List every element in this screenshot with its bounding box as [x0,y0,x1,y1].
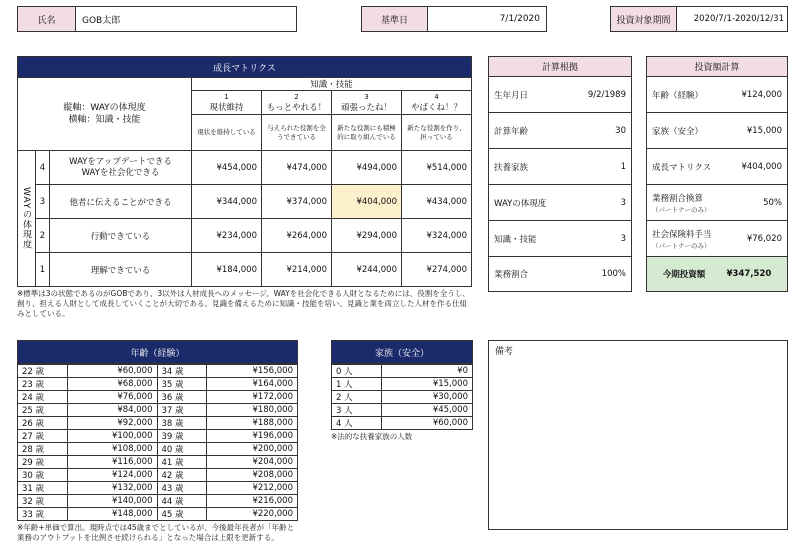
name-field [17,6,297,32]
age-cell: 39 歳 [157,430,207,443]
investment-label-group [652,192,711,214]
calc-basis-label: 生年月日 [494,90,529,101]
age-cell: 26 歳 [18,417,68,430]
axis-text-vertical: 縦軸：WAYの体現度 [63,103,146,113]
matrix-cell: ¥184,000 [192,253,262,287]
col-desc-3: 新たな役割にも積極的に取り組んでいる [332,115,402,151]
calc-basis-item [489,221,631,257]
matrix-cell: ¥514,000 [402,151,472,185]
col-title: やばくね！？ [410,102,462,113]
investment-label: 成長マトリクス [652,162,712,173]
investment-sublabel: （パートナーのみ） [652,241,711,250]
col-desc-1: 現状を維持している [192,115,262,151]
matrix-cell: ¥434,000 [402,185,472,219]
calc-basis-value: 3 [620,197,626,208]
calc-basis-item [489,149,631,185]
investment-item [647,77,787,113]
investment-total-value: ¥347,520 [726,269,772,279]
investment-label: 家族（安全） [652,126,704,137]
family-amount-cell: ¥0 [381,365,472,378]
col-header-1 [192,91,262,115]
calc-basis-item [489,257,631,291]
matrix-cell: ¥494,000 [332,151,402,185]
family-count-cell: 3 人 [332,404,382,417]
age-table-row [18,391,298,404]
calc-basis-label: WAYの体現度 [494,198,547,209]
age-table-row [18,378,298,391]
family-amount-cell: ¥45,000 [381,404,472,417]
row-label-2: 行動できている [50,219,192,253]
age-table-rows [17,364,298,521]
row-num-3: 3 [36,185,50,219]
family-amount-cell: ¥30,000 [381,391,472,404]
age-table-block [17,340,298,543]
growth-matrix-table [17,56,472,287]
calc-basis-title: 計算根拠 [489,57,631,77]
investment-item [647,185,787,221]
family-table-row [332,417,473,430]
age-cell: 28 歳 [18,443,68,456]
age-amount-cell: ¥132,000 [67,482,157,495]
age-table-row [18,508,298,521]
age-amount-cell: ¥116,000 [67,456,157,469]
age-table-row [18,482,298,495]
row-num-1: 1 [36,253,50,287]
matrix-cell: ¥344,000 [192,185,262,219]
age-amount-cell: ¥100,000 [67,430,157,443]
col-num: 4 [434,92,439,101]
way-vertical-text: WAYの体現度 [21,187,31,250]
age-cell: 25 歳 [18,404,68,417]
age-table-row [18,365,298,378]
row-num-4: 4 [36,151,50,185]
age-cell: 29 歳 [18,456,68,469]
investment-label: 年齢（経験） [652,90,704,101]
calc-basis-value: 9/2/1989 [587,89,626,100]
matrix-cell: ¥264,000 [262,219,332,253]
matrix-note: ※標準は3の状態であるのがGOBであり、3以外は人材成長へのメッセージ。WAYを社会化できる人財となるためには、役割を全うし、創り、担える人財として成長していくことが大切である。見識を備えるために知識・技能を培い、見識と業を両立した人材を作る仕組みとしている。 [17,289,470,318]
matrix-cell: ¥294,000 [332,219,402,253]
calc-basis-value: 3 [620,233,626,244]
col-title: 現状維持 [209,102,244,113]
matrix-cell: ¥374,000 [262,185,332,219]
row-label-3: 他者に伝えることができる [50,185,192,219]
age-cell: 33 歳 [18,508,68,521]
age-cell: 23 歳 [18,378,68,391]
age-cell: 43 歳 [157,482,207,495]
investment-title: 投資額計算 [647,57,787,77]
age-amount-cell: ¥76,000 [67,391,157,404]
family-table-block [331,340,473,442]
calc-basis-item [489,113,631,149]
remarks-box[interactable] [488,340,788,530]
age-cell: 42 歳 [157,469,207,482]
family-table-row [332,404,473,417]
family-table-title: 家族（安全） [332,341,473,364]
age-amount-cell: ¥196,000 [207,430,298,443]
family-count-cell: 2 人 [332,391,382,404]
age-amount-cell: ¥164,000 [207,378,298,391]
age-amount-cell: ¥140,000 [67,495,157,508]
col-header-4 [402,91,472,115]
calc-basis-label: 業務割合 [494,270,529,280]
family-count-cell: 0 人 [332,365,382,378]
age-amount-cell: ¥84,000 [67,404,157,417]
calc-basis-label: 扶養家族 [494,162,529,173]
base-date-value[interactable]: 7/1/2020 [499,14,540,24]
matrix-cell: ¥274,000 [402,253,472,287]
age-table-row [18,456,298,469]
remarks-label: 備考 [495,347,514,357]
col-title: もっとやれる！ [266,102,327,113]
family-table-row [332,365,473,378]
investment-value: ¥76,020 [746,233,782,244]
row-num-2: 2 [36,219,50,253]
age-cell: 38 歳 [157,417,207,430]
row-label-1: 理解できている [50,253,192,287]
age-cell: 36 歳 [157,391,207,404]
col-num: 3 [364,92,369,101]
age-table-note: ※年齢+単価で算出。現時点では45歳までとしているが、今後最年長者が「年齢と業務のアウトプットを比例させ続けられる」となった場合は上限を更新する。 [17,523,295,542]
age-table-title: 年齢（経験） [18,341,298,364]
col-desc-2: 与えられた役割を全うできている [262,115,332,151]
calc-basis-item [489,77,631,113]
age-cell: 27 歳 [18,430,68,443]
age-cell: 45 歳 [157,508,207,521]
age-cell: 44 歳 [157,495,207,508]
col-num: 1 [224,92,229,101]
age-amount-cell: ¥216,000 [207,495,298,508]
family-count-cell: 1 人 [332,378,382,391]
age-amount-cell: ¥188,000 [207,417,298,430]
name-value[interactable]: GOB太郎 [82,15,121,26]
age-cell: 22 歳 [18,365,68,378]
age-amount-cell: ¥60,000 [67,365,157,378]
age-table-row [18,443,298,456]
investment-sublabel: （パートナーのみ） [652,205,711,214]
family-amount-cell: ¥60,000 [381,417,472,430]
way-vertical-label [18,151,36,287]
age-table-row [18,430,298,443]
age-cell: 30 歳 [18,469,68,482]
matrix-title: 成長マトリクス [18,57,472,78]
family-table [331,340,473,364]
family-table-note: ※法的な扶養家族の人数 [331,432,413,441]
col-desc-4: 新たな役割を作り、担っている [402,115,472,151]
calc-basis-value: 1 [620,161,626,172]
age-cell: 35 歳 [157,378,207,391]
investment-label: 業務割合換算 [652,193,704,204]
period-label: 投資対象期間 [611,7,677,31]
calc-basis-label: 知識・技能 [494,234,537,245]
investment-item [647,149,787,185]
age-cell: 31 歳 [18,482,68,495]
investment-item [647,113,787,149]
base-date-label: 基準日 [362,7,428,31]
age-amount-cell: ¥200,000 [207,443,298,456]
matrix-cell: ¥214,000 [262,253,332,287]
family-table-row [332,378,473,391]
age-amount-cell: ¥204,000 [207,456,298,469]
age-table-row [18,404,298,417]
investment-panel [646,56,788,292]
col-header-2 [262,91,332,115]
age-amount-cell: ¥208,000 [207,469,298,482]
calc-basis-panel [488,56,632,292]
age-amount-cell: ¥156,000 [207,365,298,378]
age-cell: 34 歳 [157,365,207,378]
matrix-cell-highlighted: ¥404,000 [332,185,402,219]
investment-value: ¥15,000 [746,125,782,136]
matrix-cell: ¥324,000 [402,219,472,253]
age-amount-cell: ¥124,000 [67,469,157,482]
matrix-cell: ¥234,000 [192,219,262,253]
age-cell: 41 歳 [157,456,207,469]
period-field [610,6,788,32]
investment-label-group [652,228,712,250]
investment-total-label: 今期投資額 [662,270,706,280]
investment-total [647,257,787,291]
name-label: 氏名 [18,7,76,31]
age-table [17,340,298,364]
calc-basis-value: 30 [615,125,626,136]
age-amount-cell: ¥212,000 [207,482,298,495]
age-cell: 37 歳 [157,404,207,417]
family-amount-cell: ¥15,000 [381,378,472,391]
calc-basis-label: 計算年齢 [494,126,529,137]
investment-value: ¥404,000 [741,161,782,172]
family-count-cell: 4 人 [332,417,382,430]
investment-value: 50% [763,197,782,208]
age-amount-cell: ¥180,000 [207,404,298,417]
matrix-cell: ¥454,000 [192,151,262,185]
age-table-row [18,469,298,482]
base-date-field [361,6,547,32]
axis-text-horizontal: 横軸：知識・技能 [68,115,141,125]
age-amount-cell: ¥172,000 [207,391,298,404]
age-amount-cell: ¥148,000 [67,508,157,521]
age-cell: 24 歳 [18,391,68,404]
matrix-axis-cell [18,78,192,151]
age-table-row [18,417,298,430]
period-value[interactable]: 2020/7/1-2020/12/31 [693,14,784,24]
age-table-row [18,495,298,508]
age-cell: 32 歳 [18,495,68,508]
calc-basis-item [489,185,631,221]
col-header-3 [332,91,402,115]
family-table-rows [331,364,473,430]
matrix-cell: ¥244,000 [332,253,402,287]
knowledge-header: 知識・技能 [192,78,472,91]
col-num: 2 [294,92,299,101]
row-label-4: WAYをアップデートできる WAYを社会化できる [50,151,192,185]
age-amount-cell: ¥108,000 [67,443,157,456]
age-amount-cell: ¥92,000 [67,417,157,430]
matrix-cell: ¥474,000 [262,151,332,185]
age-cell: 40 歳 [157,443,207,456]
investment-label: 社会保険料手当 [652,229,712,240]
investment-value: ¥124,000 [741,89,782,100]
calc-basis-value: 100% [601,269,626,279]
age-amount-cell: ¥68,000 [67,378,157,391]
col-title: 頑張ったね！ [340,102,392,113]
investment-item [647,221,787,257]
growth-matrix [17,56,472,319]
family-table-row [332,391,473,404]
age-amount-cell: ¥220,000 [207,508,298,521]
